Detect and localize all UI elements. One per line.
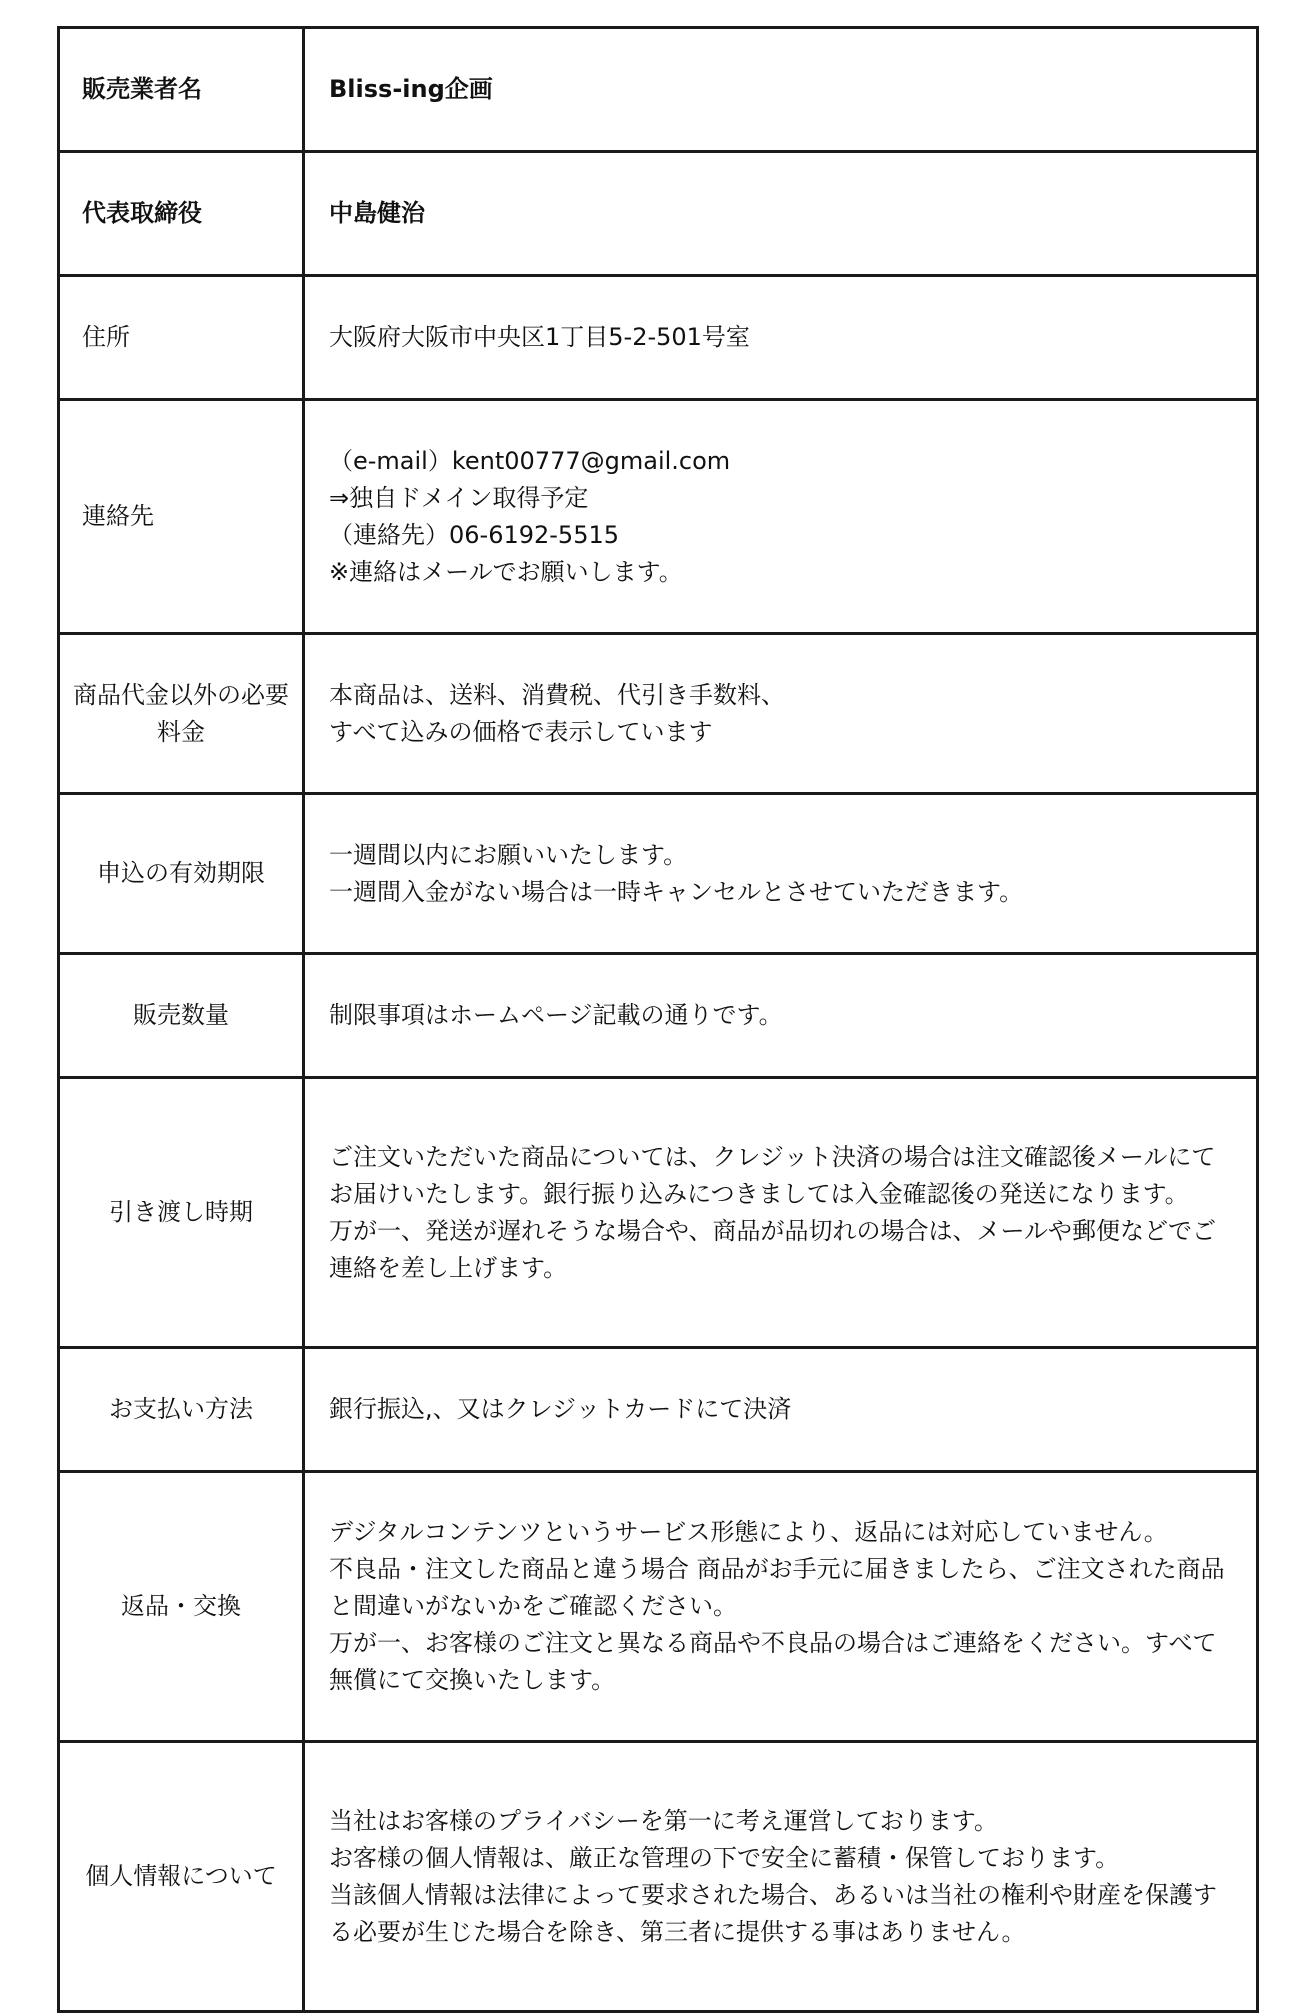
value-line: お客様の個人情報は、厳正な管理の下で安全に蓄積・保管しております。: [329, 1843, 1120, 1872]
contact-email: （e-mail）kent00777@gmail.com: [329, 446, 731, 475]
row-label-additional-fees: 商品代金以外の必要料金: [59, 634, 304, 794]
table-row: [59, 1742, 1258, 2012]
row-label-sales-quantity: 販売数量: [59, 954, 304, 1078]
table-row: [59, 1078, 1258, 1348]
value-line: 制限事項はホームページ記載の通りです。: [329, 1001, 783, 1029]
table-row: [59, 794, 1258, 954]
table-row: [59, 28, 1258, 152]
value-line: ご注文いただいた商品については、クレジット決済の場合は注文確認後メールにてお届けいたします。銀行振り込みにつきましては入金確認後の発送になります。: [329, 1142, 1216, 1208]
value-line: 銀行振込,、又はクレジットカードにて決済: [329, 1395, 792, 1423]
value-line: 一週間以内にお願いいたします。: [329, 840, 688, 869]
row-value-seller: [304, 28, 1258, 152]
table-row: [59, 400, 1258, 634]
value-line: ※連絡はメールでお願いします。: [329, 557, 683, 586]
row-label-delivery-time: 引き渡し時期: [59, 1078, 304, 1348]
row-label-payment-method: お支払い方法: [59, 1348, 304, 1472]
row-label-returns-exchange: 返品・交換: [59, 1472, 304, 1742]
value-line: 当該個人情報は法律によって要求された場合、あるいは当社の権利や財産を保護する必要が生じた場合を除き、第三者に提供する事はありません。: [329, 1880, 1217, 1946]
contact-phone: （連絡先）06-6192-5515: [329, 520, 620, 549]
value-line: 中島健治: [329, 199, 425, 227]
value-line: Bliss-ing企画: [329, 75, 493, 103]
row-value-privacy: [304, 1742, 1258, 2012]
value-line: 当社はお客様のプライバシーを第一に考え運営しております。: [329, 1806, 998, 1835]
commerce-disclosure-table: [57, 26, 1259, 2013]
row-label-application-deadline: 申込の有効期限: [59, 794, 304, 954]
value-line: 本商品は、送料、消費税、代引き手数料、: [329, 680, 785, 709]
table-row: [59, 276, 1258, 400]
value-line: 一週間入金がない場合は一時キャンセルとさせていただきます。: [329, 877, 1024, 906]
table-row: [59, 1472, 1258, 1742]
row-label-address: 住所: [59, 276, 304, 400]
row-value-sales-quantity: [304, 954, 1258, 1078]
row-label-seller: 販売業者名: [59, 28, 304, 152]
row-value-contact: [304, 400, 1258, 634]
row-value-returns-exchange: [304, 1472, 1258, 1742]
row-value-application-deadline: [304, 794, 1258, 954]
row-value-representative: [304, 152, 1258, 276]
value-line: すべて込みの価格で表示しています: [329, 717, 713, 746]
row-label-privacy: 個人情報について: [59, 1742, 304, 2012]
value-line: 万が一、お客様のご注文と異なる商品や不良品の場合はご連絡をください。すべて無償にて交換いたします。: [329, 1629, 1217, 1694]
value-line: ⇒独自ドメイン取得予定: [329, 483, 589, 512]
row-label-contact: 連絡先: [59, 400, 304, 634]
table-row: [59, 954, 1258, 1078]
table-row: [59, 1348, 1258, 1472]
value-line: 大阪府大阪市中央区1丁目5-2-501号室: [329, 323, 750, 351]
table-row: [59, 634, 1258, 794]
row-label-representative: 代表取締役: [59, 152, 304, 276]
value-line: 不良品・注文した商品と違う場合 商品がお手元に届きましたら、ご注文された商品と間違いがないかをご確認ください。: [329, 1555, 1225, 1620]
table-row: [59, 152, 1258, 276]
row-value-additional-fees: [304, 634, 1258, 794]
row-value-delivery-time: [304, 1078, 1258, 1348]
value-line: 万が一、発送が遅れそうな場合や、商品が品切れの場合は、メールや郵便などでご連絡を差し上げます。: [329, 1216, 1217, 1282]
row-value-payment-method: [304, 1348, 1258, 1472]
row-value-address: [304, 276, 1258, 400]
value-line: デジタルコンテンツというサービス形態により、返品には対応していません。: [329, 1518, 1168, 1546]
